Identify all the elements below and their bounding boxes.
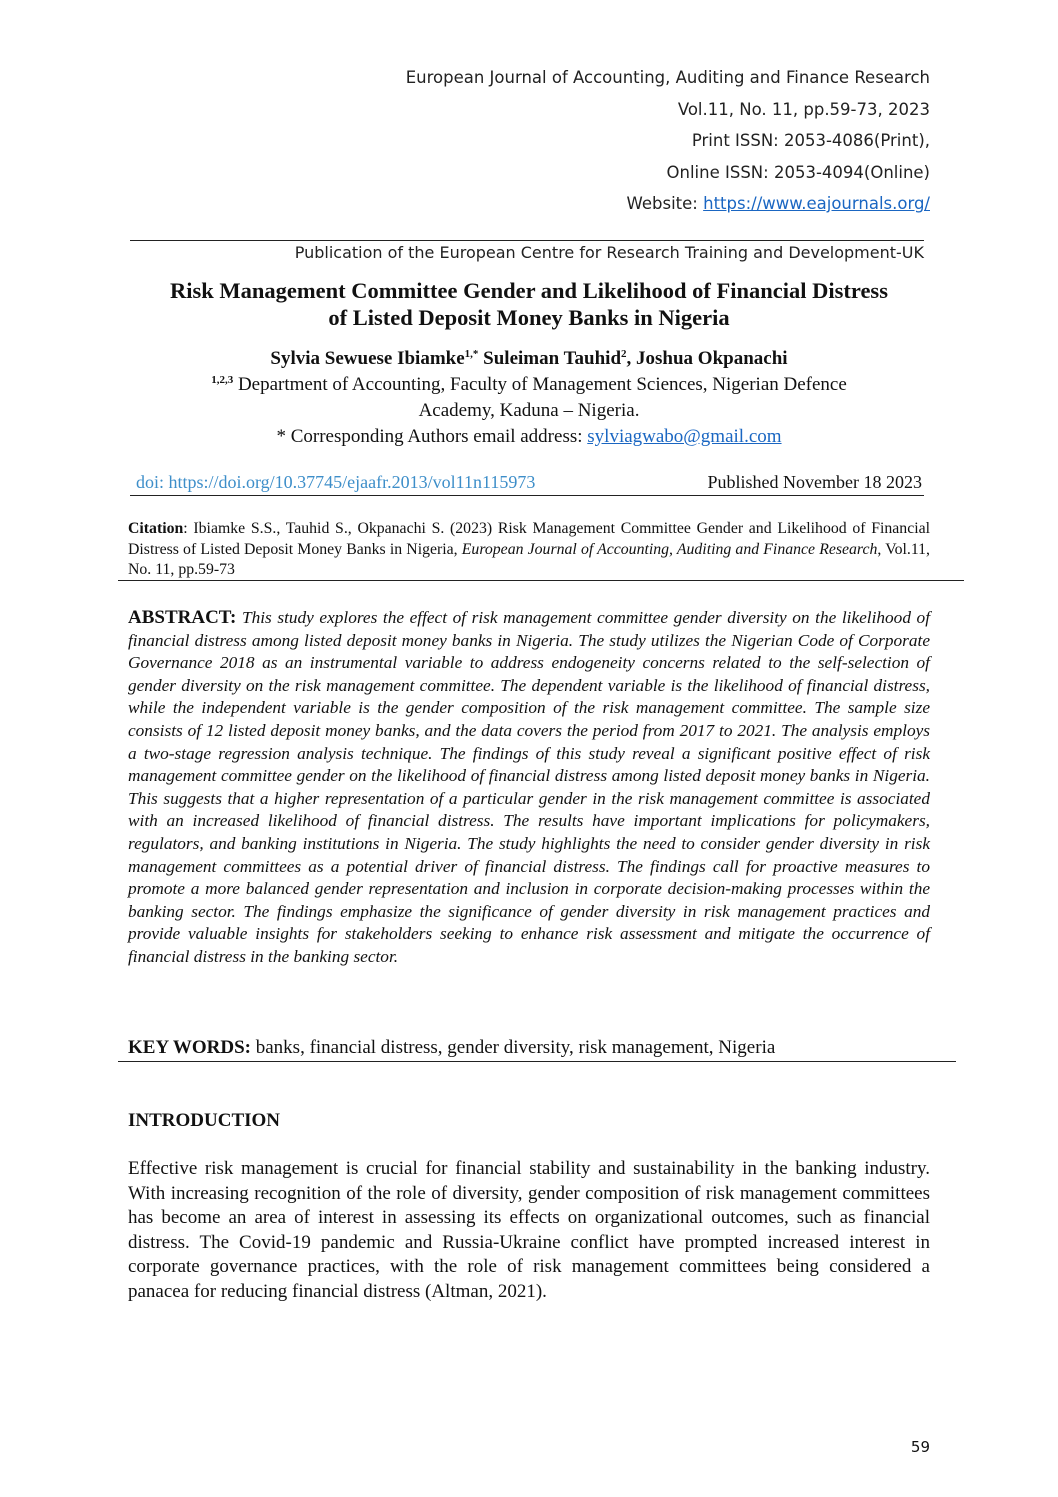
- abstract-label: ABSTRACT:: [128, 607, 237, 628]
- page-number: 59: [910, 1438, 930, 1456]
- corresponding-label: * Corresponding Authors email address:: [276, 426, 588, 447]
- doi-row: [130, 470, 924, 496]
- title-line-2: of Listed Deposit Money Banks in Nigeria: [328, 305, 730, 330]
- affiliation-sup: 1,2,3: [211, 374, 234, 386]
- online-issn: Online ISSN: 2053-4094(Online): [666, 162, 930, 182]
- published-date: Published November 18 2023: [707, 472, 922, 492]
- abstract: [128, 607, 930, 969]
- corresponding-author: [118, 424, 940, 450]
- email-link[interactable]: sylviagwabo@gmail.com: [587, 426, 782, 447]
- author-names: [118, 346, 940, 372]
- keywords-label: KEY WORDS:: [128, 1037, 251, 1058]
- introduction-heading: INTRODUCTION: [128, 1110, 281, 1131]
- paper-title: [118, 277, 940, 331]
- introduction-paragraph: Effective risk management is crucial for financial stability and sustainability in the banking industry. With increasing recognition of the role of diversity, gender composition of risk management committees has become an area of interest in assessing its effects on organizational outcomes, such as financial distress. The Covid-19 pandemic and Russia-Ukraine conflict have prompted increased interest in corporate governance practices, with the role of risk management committees being considered a panacea for reducing financial distress (Altman, 2021).: [128, 1158, 930, 1302]
- author-block: [118, 346, 940, 450]
- affiliation-line-2: Academy, Kaduna – Nigeria.: [418, 400, 640, 421]
- citation: [128, 519, 930, 581]
- publisher-line: Publication of the European Centre for Research Training and Development-UK: [130, 240, 924, 265]
- volume-info: Vol.11, No. 11, pp.59-73, 2023: [677, 99, 930, 119]
- author-3: , Joshua Okpanachi: [626, 348, 788, 369]
- author-2: Suleiman Tauhid: [478, 348, 622, 369]
- citation-label: Citation: [128, 520, 184, 537]
- website-label: Website:: [626, 194, 704, 213]
- affiliation-text-1: Department of Accounting, Faculty of Management Sciences, Nigerian Defence: [233, 374, 847, 395]
- citation-text-b: , Vol.11, No. 11, pp.59-73: [128, 540, 930, 578]
- doi-link[interactable]: doi: https://doi.org/10.37745/ejaafr.2013/vol11n115973: [136, 472, 536, 492]
- citation-text-a: : Ibiamke S.S., Tauhid S., Okpanachi S. (2023) Risk Management Committee Gender and Likelihood of Financial Distress of Listed Deposit Money Banks in Nigeria,: [128, 520, 930, 558]
- title-line-1: Risk Management Committee Gender and Likelihood of Financial Distress: [170, 278, 888, 303]
- abstract-text: This study explores the effect of risk management committee gender diversity on the likelihood of financial distress among listed deposit money banks in Nigeria. The study utilizes the Nigerian Code of Corporate Governance 2018 as an instrumental variable to address endogeneity concerns related to the self-selection of gender diversity on the risk management committee. The dependent variable is the likelihood of financial distress, while the independent variable is the gender composition of the risk management committee. The sample size consists of 12 listed deposit money banks, and the data covers the period from 2017 to 2021. The analysis employs a two-stage regression analysis technique. The findings of this study reveal a significant positive effect of risk management committee gender on the likelihood of financial distress among listed deposit money banks in Nigeria. This suggests that a higher representation of a particular gender in the risk management committee is associated with an increased likelihood of financial distress. The results have important implications for policymakers, regulators, and banking institutions in Nigeria. The study highlights the need to consider gender diversity in risk management committees as a potential driver of financial distress. The findings call for proactive measures to promote a more balanced gender representation and inclusion in corporate decision-making processes within the banking sector. The findings emphasize the significance of gender diversity in risk management practices and provide valuable insights for stakeholders seeking to enhance risk assessment and mitigate the occurrence of financial distress in the banking sector.: [128, 608, 930, 966]
- author-2-sup: 2: [621, 348, 627, 360]
- keywords: [118, 1036, 956, 1062]
- author-1-sup: 1,*: [464, 348, 479, 360]
- print-issn: Print ISSN: 2053-4086(Print),: [691, 131, 930, 150]
- author-1: Sylvia Sewuese Ibiamke: [270, 348, 465, 369]
- citation-divider: [118, 580, 964, 581]
- website-line: [406, 188, 930, 220]
- journal-header: [406, 62, 930, 220]
- affiliation-line-1: [118, 372, 940, 398]
- website-link[interactable]: https://www.eajournals.org/: [703, 194, 930, 213]
- keywords-text: banks, financial distress, gender diversity, risk management, Nigeria: [251, 1037, 776, 1058]
- citation-journal: European Journal of Accounting, Auditing and Finance Research: [461, 540, 878, 558]
- journal-name: European Journal of Accounting, Auditing and Finance Research: [405, 68, 930, 87]
